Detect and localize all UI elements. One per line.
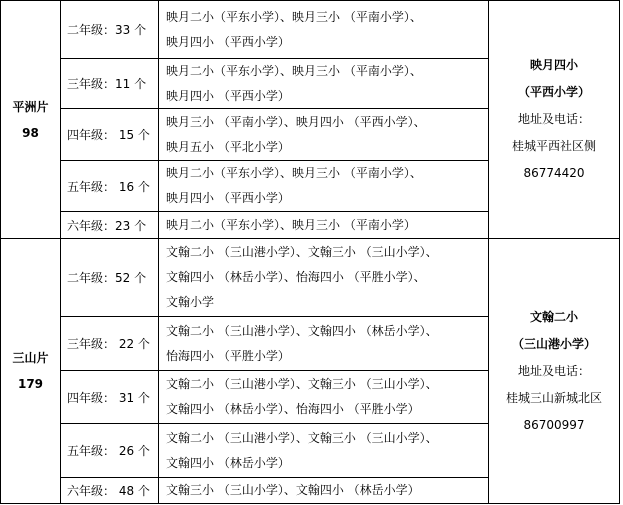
grade-cell [61, 371, 158, 423]
region-name: 平洲片 [12, 99, 49, 114]
schools-cell [159, 371, 488, 423]
school-line: 文翰二小 （三山港小学）、文翰四小 （林岳小学）、 [166, 323, 438, 338]
school-line: 映月四小 （平西小学） [166, 191, 290, 205]
grade-cell [61, 109, 158, 160]
grade-label: 四年级： 15 个 [67, 128, 150, 142]
region-name: 三山片 [12, 351, 49, 365]
site-subname: （平西小学） [517, 85, 590, 99]
site-cell [489, 239, 619, 503]
site-name: 映月四小 [529, 58, 578, 72]
grade-cell [61, 424, 158, 477]
school-line: 怡海四小 （平胜小学） [166, 348, 290, 363]
school-line: 文翰二小 （三山港小学）、文翰三小 （三山小学）、 [166, 430, 438, 445]
grade-cell [61, 239, 158, 316]
school-line: 文翰四小 （林岳小学）、怡海四小 （平胜小学） [166, 402, 420, 416]
grade-label: 五年级： 26 个 [67, 444, 150, 458]
schools-cell [159, 109, 488, 160]
school-line: 映月二小（平东小学）、映月三小 （平南小学）、 [166, 63, 422, 78]
grade-label: 四年级： 31 个 [67, 390, 150, 405]
school-line: 文翰三小 （三山小学）、文翰四小 （林岳小学） [166, 483, 420, 497]
region-count: 179 [17, 377, 44, 391]
school-line: 文翰二小 （三山港小学）、文翰三小 （三山小学）、 [166, 245, 438, 259]
region-cell [1, 239, 60, 503]
site-phone: 86774420 [523, 166, 585, 180]
site-address-label: 地址及电话： [517, 363, 590, 378]
schools-cell [159, 317, 488, 370]
schools-cell [159, 478, 488, 503]
schools-cell [159, 212, 488, 238]
grade-label: 五年级： 16 个 [67, 179, 150, 194]
school-line: 文翰小学 [166, 295, 215, 309]
grade-cell [61, 317, 158, 370]
school-line: 映月四小 （平西小学） [166, 88, 290, 103]
grade-label: 六年级： 48 个 [67, 484, 150, 498]
site-address: 桂城平西社区侧 [511, 139, 596, 153]
site-phone: 86700997 [523, 417, 585, 432]
grade-cell [61, 59, 158, 108]
grade-label: 二年级：52 个 [67, 271, 147, 285]
school-line: 映月二小（平东小学）、映月三小 （平南小学）、 [166, 166, 422, 180]
site-subname: （三山港小学） [511, 336, 596, 351]
site-name: 文翰二小 [529, 309, 578, 324]
grade-label: 三年级： 22 个 [67, 337, 150, 351]
grade-cell [61, 212, 158, 238]
schools-cell [159, 424, 488, 477]
grade-cell [61, 1, 158, 58]
grade-cell [61, 161, 158, 211]
region-cell [1, 1, 60, 238]
site-address: 桂城三山新城北区 [505, 390, 602, 405]
grade-label: 二年级：33 个 [67, 23, 147, 37]
grade-cell [61, 478, 158, 503]
schools-cell [159, 161, 488, 211]
grade-label: 三年级：11 个 [67, 77, 147, 91]
grade-label: 六年级：23 个 [67, 218, 147, 233]
school-line: 映月五小 （平北小学） [166, 139, 290, 154]
region-count: 98 [22, 125, 39, 140]
site-address-label: 地址及电话： [517, 112, 590, 126]
school-line: 文翰四小 （林岳小学） [166, 455, 290, 470]
school-line: 映月二小（平东小学）、映月三小 （平南小学） [166, 217, 416, 232]
school-line: 文翰二小 （三山港小学）、文翰三小 （三山小学）、 [166, 377, 438, 391]
schools-cell [159, 239, 488, 316]
schools-cell [159, 59, 488, 108]
schools-cell [159, 1, 488, 58]
school-line: 映月二小（平东小学）、映月三小 （平南小学）、 [166, 9, 422, 24]
school-line: 文翰四小 （林岳小学）、怡海四小 （平胜小学）、 [166, 270, 426, 284]
site-cell [489, 1, 619, 238]
school-line: 映月三小 （平南小学）、映月四小 （平西小学）、 [166, 114, 426, 129]
school-line: 映月四小 （平西小学） [166, 34, 290, 49]
